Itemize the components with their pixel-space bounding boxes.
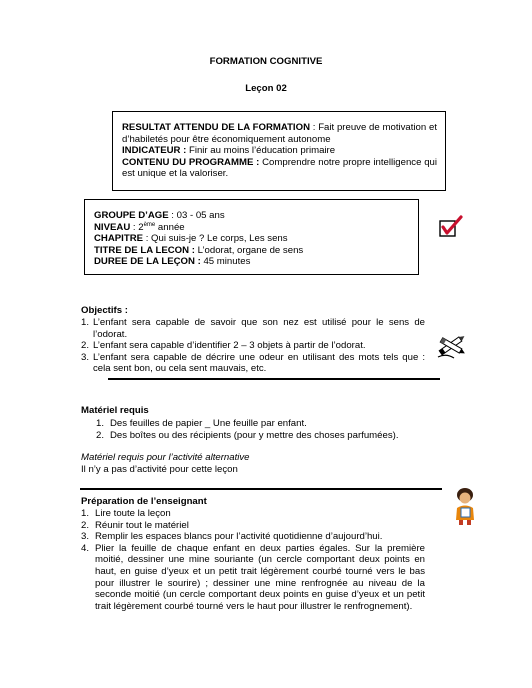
lesson-number: Leçon 02 xyxy=(245,83,287,94)
page-title: FORMATION COGNITIVE xyxy=(209,56,323,67)
objectifs-heading: Objectifs : xyxy=(81,305,128,316)
indicateur-text: Finir au moins l’éducation primaire xyxy=(186,145,336,157)
materiel-heading: Matériel requis xyxy=(81,405,149,416)
niveau-text-post: année xyxy=(155,221,185,233)
chapitre-line xyxy=(94,233,410,245)
titre-text: L’odorat, organe de sens xyxy=(194,244,304,256)
list-text: L’enfant sera capable de décrire une odeur en utilisant des mots tels que : cela sent bon, ou cela sent mauvais, etc. xyxy=(93,351,425,375)
list-text: Remplir les espaces blancs pour l’activité quotidienne d’aujourd’hui. xyxy=(95,531,383,543)
list-number: 1. xyxy=(96,418,105,429)
chapitre-text: : Qui suis-je ? Le corps, Les sens xyxy=(143,233,288,245)
niveau-line xyxy=(94,222,410,234)
divider xyxy=(108,378,440,380)
list-number: 1. xyxy=(81,508,90,519)
contenu-text: Comprendre notre propre intelligence qui est unique et la valoriser. xyxy=(122,156,437,180)
contenu-label: CONTENU DU PROGRAMME : xyxy=(122,156,260,168)
list-number: 2. xyxy=(81,519,90,531)
list-number: 2. xyxy=(96,429,105,441)
objectifs-list xyxy=(81,317,425,375)
groupe-label: GROUPE D’AGE xyxy=(94,210,169,221)
list-number: 3. xyxy=(81,531,90,543)
titre-line xyxy=(94,245,410,257)
niveau-sup: ème xyxy=(143,221,156,228)
groupe-line xyxy=(94,210,410,222)
list-item xyxy=(81,340,425,352)
alt-heading: Matériel requis pour l’activité alternative xyxy=(81,452,250,463)
teacher-icon xyxy=(452,486,480,526)
list-text: L’enfant sera capable de savoir que son nez est utilisé pour le sens de l’odorat. xyxy=(93,317,425,340)
list-text: L’enfant sera capable d’identifier 2 – 3 objets à partir de l’odorat. xyxy=(93,340,366,352)
duree-text: 45 minutes xyxy=(200,256,251,268)
list-item xyxy=(96,418,436,430)
resultat-line xyxy=(122,122,437,145)
titre-label: TITRE DE LA LECON : xyxy=(94,244,195,256)
list-item xyxy=(81,531,425,543)
duree-label: DUREE DE LA LEÇON : xyxy=(94,256,201,268)
divider xyxy=(80,488,442,490)
list-text: Des feuilles de papier _ Une feuille par enfant. xyxy=(110,418,307,429)
list-item xyxy=(96,430,436,442)
objectives-box xyxy=(112,111,446,191)
list-text: Réunir tout le matériel xyxy=(95,519,189,531)
list-text: Des boîtes ou des récipients (pour y mettre des choses parfumées). xyxy=(110,429,399,441)
niveau-label: NIVEAU xyxy=(94,221,131,233)
list-item xyxy=(81,543,425,613)
list-number: 4. xyxy=(81,542,90,554)
contenu-line xyxy=(122,157,437,180)
niveau-text: : 2 xyxy=(130,221,144,233)
materiel-list xyxy=(96,418,436,441)
chapitre-label: CHAPITRE xyxy=(94,233,144,245)
indicateur-line xyxy=(122,145,437,157)
indicateur-label: INDICATEUR : xyxy=(122,145,187,157)
lesson-info-box xyxy=(84,199,419,275)
checkbox-check-icon xyxy=(438,215,464,239)
preparation-list xyxy=(81,508,425,612)
list-text: Lire toute la leçon xyxy=(95,508,171,519)
alt-text: Il n’y a pas d’activité pour cette leçon xyxy=(81,464,238,475)
list-text: Plier la feuille de chaque enfant en deux parties égales. Sur la première moitié, dessiner une mine souriante (un cercle comportant deux points en haut, en guise d’yeux et un petit trait légèrement courbé tourné vers le bas pour illustrer le sourire) ; dessiner une mine renfrognée au niveau de la seconde moitié (un cercle comportant deux points en guise d’yeux et un petit trait légèrement courbé tourné vers le haut pour illustrer le renfrognement). xyxy=(95,542,425,612)
list-item xyxy=(81,508,425,520)
resultat-label: RESULTAT ATTENDU DE LA FORMATION xyxy=(122,122,310,133)
list-number: 3. xyxy=(81,351,90,363)
list-item xyxy=(81,520,425,532)
list-item xyxy=(81,352,425,375)
pencils-icon xyxy=(436,331,470,361)
preparation-heading: Préparation de l’enseignant xyxy=(81,496,207,507)
list-number: 1. xyxy=(81,317,90,328)
list-item xyxy=(81,317,425,340)
duree-line xyxy=(94,256,410,268)
groupe-text: : 03 - 05 ans xyxy=(168,210,225,221)
list-number: 2. xyxy=(81,340,90,352)
resultat-text: : Fait preuve de motivation et d’habiletés pour être économiquement autonome xyxy=(122,122,437,145)
